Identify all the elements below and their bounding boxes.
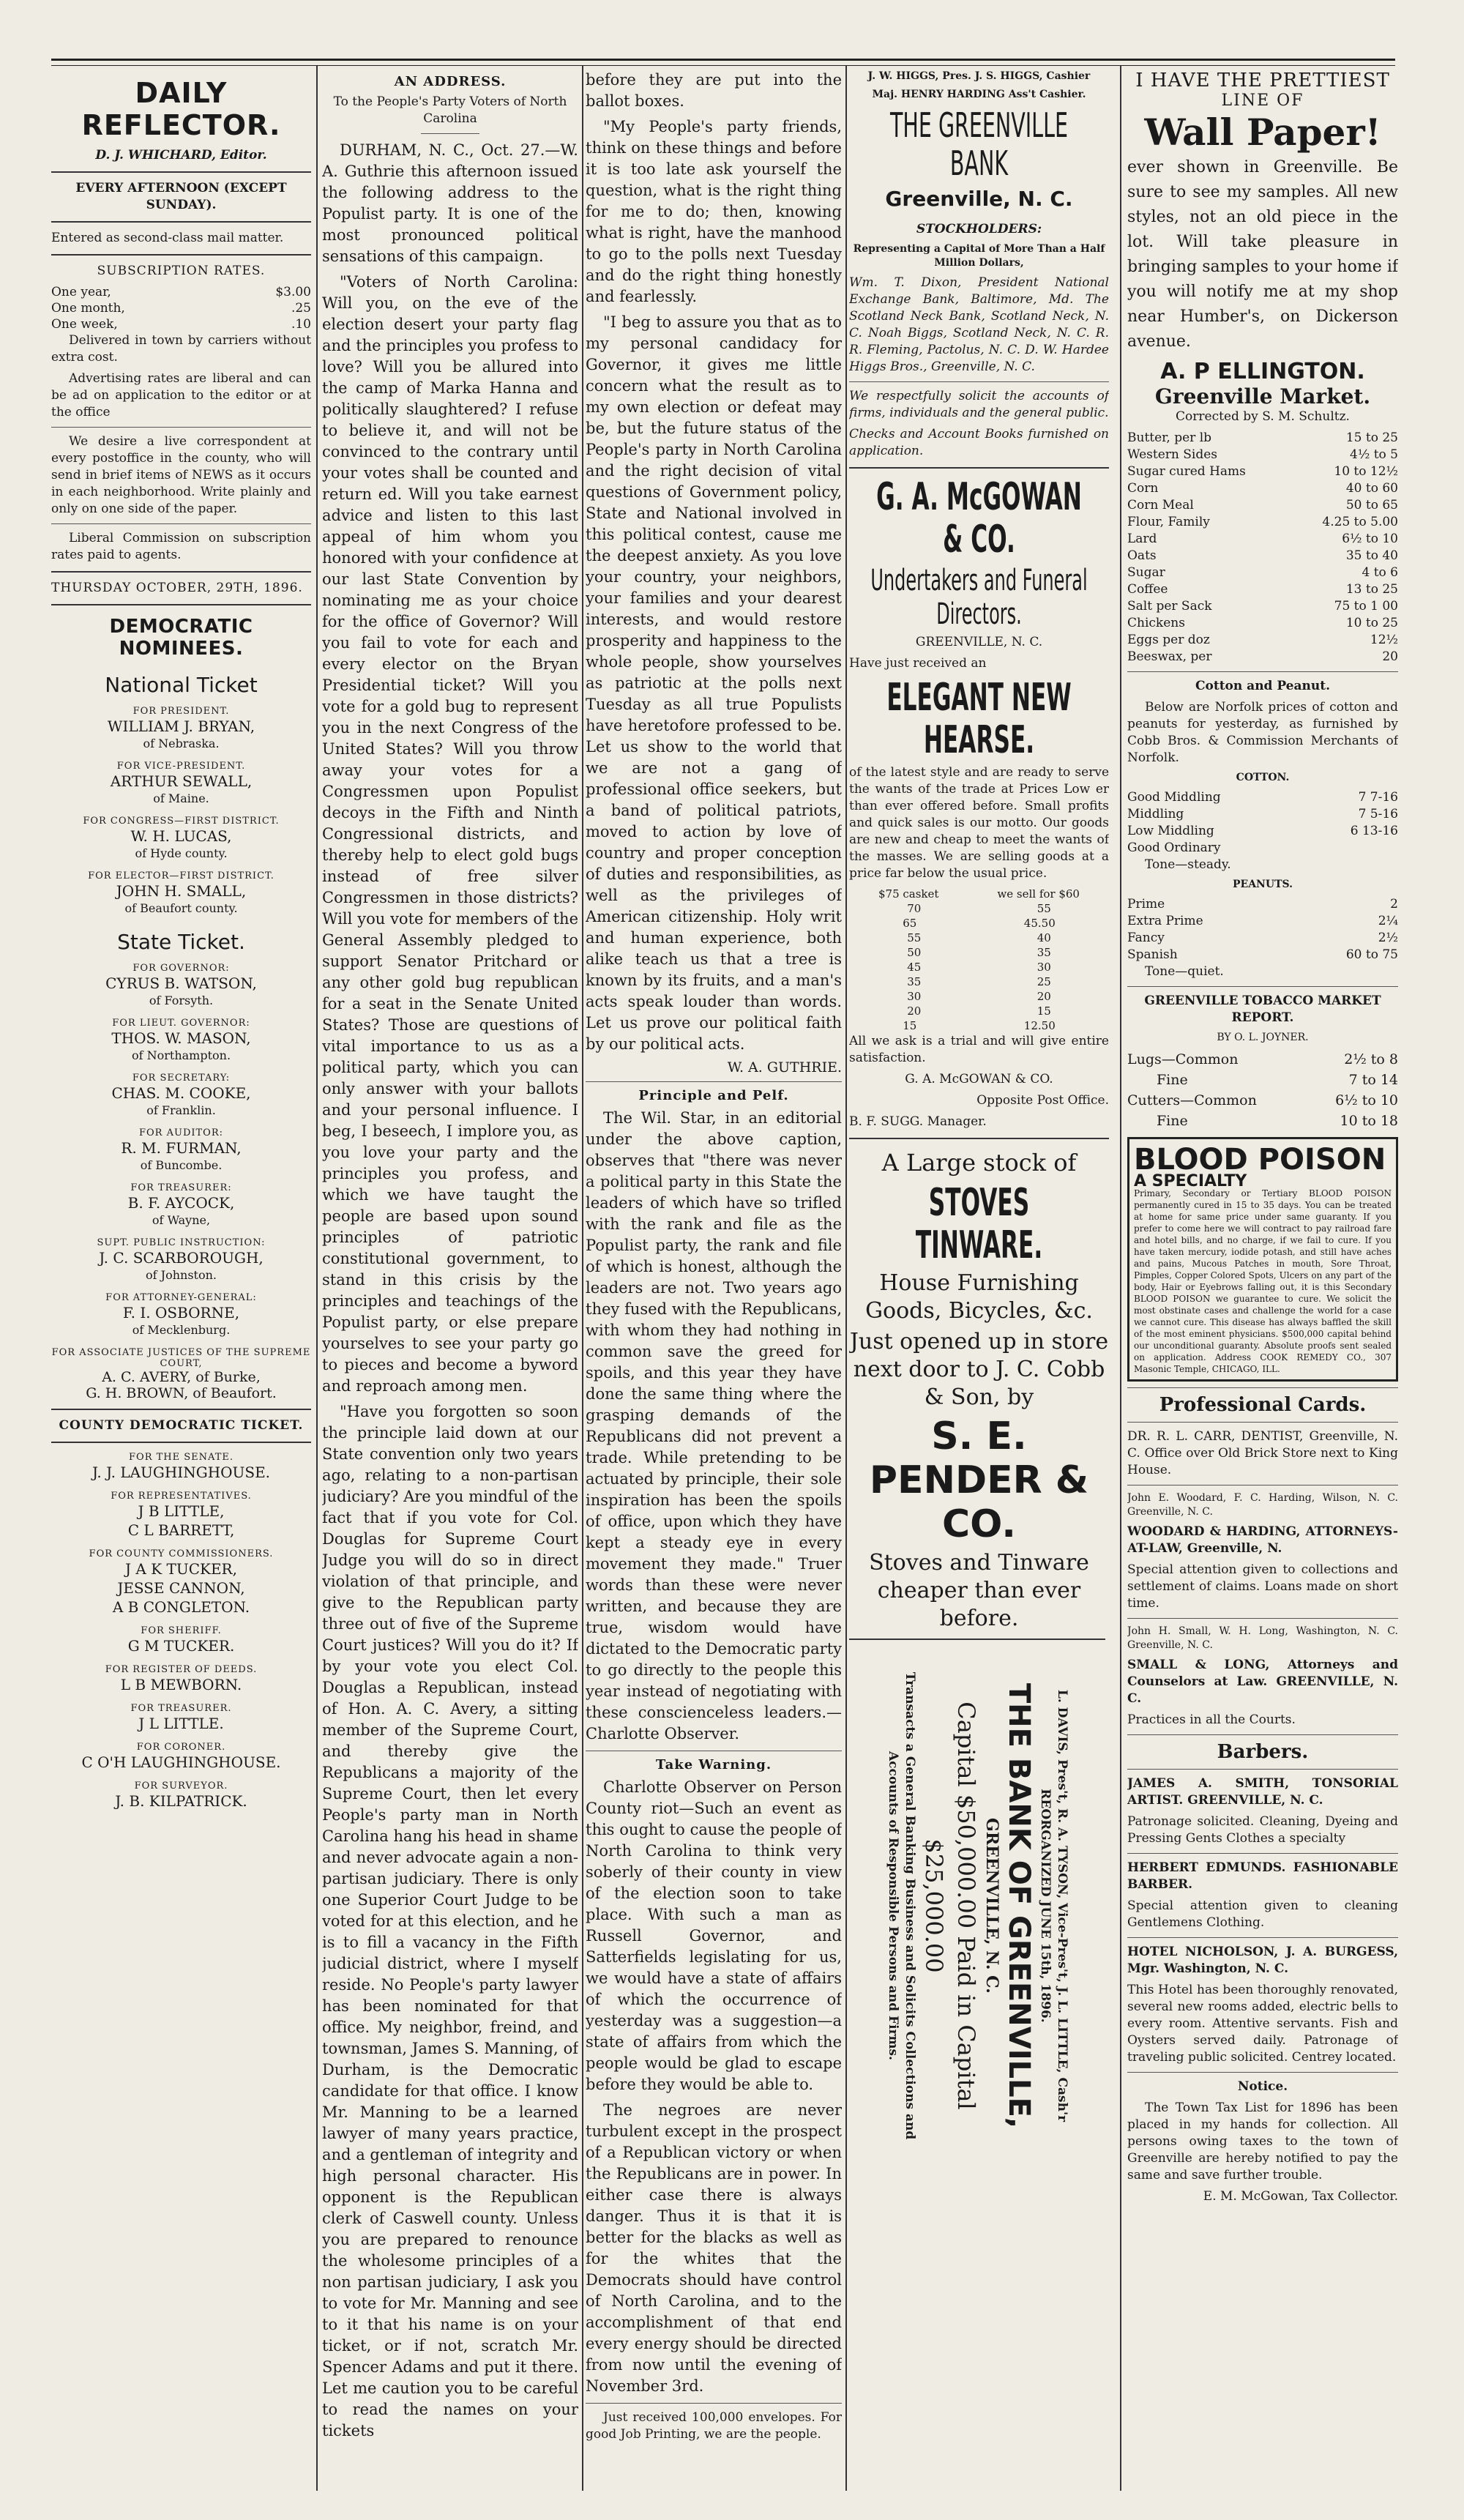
peanuts-label: PEANUTS. bbox=[1233, 879, 1293, 890]
opened-note: Just opened up in store next door to J. C. Cobb & Son, by bbox=[849, 1329, 1109, 1410]
county-nominee: FOR REGISTER OF DEEDS. L B MEWBORN. bbox=[105, 1664, 258, 1693]
tobacco-by: BY O. L. JOYNER. bbox=[1217, 1032, 1309, 1043]
justice-name: G. H. BROWN, of Beaufort. bbox=[86, 1385, 277, 1401]
subscription-title: SUBSCRIPTION RATES. bbox=[97, 264, 266, 278]
nominee: SUPT. PUBLIC INSTRUCTION: J. C. SCARBOROUGH, of Johnston. bbox=[97, 1237, 266, 1282]
stock-heading: A Large stock of bbox=[881, 1149, 1077, 1177]
manager: B. F. SUGG. Manager. bbox=[849, 1114, 987, 1129]
county-nominee: FOR COUNTY COMMISSIONERS. J A K TUCKER, JESSE CANNON, A B CONGLETON. bbox=[89, 1548, 274, 1616]
market-row: Salt per Sack 75 to 1 00 bbox=[1127, 599, 1398, 614]
peanut-row: Fancy 2½ bbox=[1127, 931, 1398, 945]
hearse-title: ELEGANT NEW HEARSE. bbox=[886, 676, 1072, 762]
article-paragraph: before they are put into the ballot boxes. bbox=[586, 71, 842, 110]
notice-signature: E. M. McGowan, Tax Collector. bbox=[1203, 2189, 1398, 2204]
nominee: FOR LIEUT. GOVERNOR: THOS. W. MASON, of Northampton. bbox=[111, 1018, 251, 1062]
market-row: Eggs per doz 12½ bbox=[1127, 633, 1398, 647]
article-paragraph: The negroes are never turbulent except in the prospect of a Republican victory or when the Republicans are in power. In either case there is always danger. Thus it is that it is better for the blacks as well as for the whites that the Democrats should have control of North Carolina, and to the accomplishment of that end every energy should be directed from now until the evening of November 3rd. bbox=[586, 2101, 842, 2395]
bank-checks: Checks and Account Books furnished on application. bbox=[849, 427, 1109, 458]
small-firm: SMALL & LONG, Attorneys and Counselors at Law. GREENVILLE, N. C. bbox=[1127, 1658, 1398, 1706]
casket-price-row: 50 35 bbox=[907, 946, 1051, 959]
stoves-title: STOVES TINWARE. bbox=[915, 1181, 1043, 1267]
bank-officers: Maj. HENRY HARDING Ass't Cashier. bbox=[872, 89, 1086, 100]
nominee: FOR ELECTOR—FIRST DISTRICT. JOHN H. SMALL, of Beaufort county. bbox=[88, 871, 274, 915]
article-paragraph: "Have you forgotten so soon the principle laid down at our State convention only two years ago, relating to a non-partisan judiciary? Are you mindful of the fact that if you vote for Col. Douglas for Supreme Court Judge you will do so in direct violation of that principle, and give to the Republican party three out of five of the Supreme Court justices? Will you do it? If by your vote you elect Col. Douglas a Republican, instead of Hon. A. C. Avery, a sitting member of the Supreme Court, and thereby give the Republicans a majority of the Supreme Court, then let every People's party man in North Carolina hang his head in shame and never advocate again a non-partisan judiciary. There is only one Superior Court Judge to be voted for at this election, and he is to fill a vacancy in the Fifth judicial district, where I myself reside. No People's party lawyer has been nominated for that office. My neighbor, freind, and townsman, James S. Manning, of Durham, is the Democratic candidate for that office. I know Mr. Manning to be a learned lawyer of many years practice, and a gentleman of integrity and high personal character. His opponent is the Republican clerk of Caswell county. Unless you are prepared to renounce the wholesome principles of a non partisan judiciary, I ask you to vote for Mr. Manning and see to it that his name is on your ticket, or if not, scratch Mr. Spencer Adams and put it there. Let me caution you to be careful to read the names on your tickets bbox=[322, 1403, 578, 2439]
bog-business: Transacts a General Banking Business and Solicits Collections and Accounts of Responsible Persons and Firms. bbox=[886, 1671, 917, 2139]
market-row: Western Sides 4½ to 5 bbox=[1127, 447, 1398, 462]
editor: D. J. WHICHARD, Editor. bbox=[95, 148, 267, 163]
column-rule bbox=[845, 66, 847, 2491]
wallpaper-text: ever shown in Greenville. Be sure to see my samples. All new styles, not an old piece in the lot. Will take pleasure in bringing samples to your home if you will notify me at my shop near Humber's, on Dickerson avenue. bbox=[1127, 158, 1398, 351]
article-paragraph: Charlotte Observer on Person County riot—Such an event as this ought to cause the people of North Carolina to think very soberly of their county in view of the election soon to take place. With such a man as Russell Governor, and Satterfields legislating for us, we would have a state of affairs of which the occurrence of yesterday was a suggestion—a state of affairs from which the people would be glad to escape before they would be able to. bbox=[586, 1778, 842, 2093]
commission-note: Liberal Commission on subscription rates paid to agents. bbox=[51, 531, 311, 562]
mcgowan-place: GREENVILLE, N. C. bbox=[915, 635, 1043, 649]
article-paragraph: DURHAM, N. C., Oct. 27.—W. A. Guthrie this afternoon issued the following address to the Populist party. It is one of the most pronounced political sensations of this campaign. bbox=[322, 141, 578, 265]
rate-row: One month, .25 bbox=[51, 301, 311, 316]
cotton-row: Good Ordinary bbox=[1127, 840, 1221, 855]
carr-card: DR. R. L. CARR, DENTIST, Greenville, N. C. Office over Old Brick Store next to King House. bbox=[1127, 1429, 1398, 1477]
market-row: Butter, per lb 15 to 25 bbox=[1127, 430, 1398, 445]
undertakers-title: Undertakers and Funeral Directors. bbox=[870, 564, 1088, 631]
line-of: LINE OF bbox=[1221, 92, 1304, 110]
blood-poison-subtitle: A SPECIALTY bbox=[1134, 1172, 1247, 1190]
article-title: Take Warning. bbox=[655, 1757, 772, 1772]
column-articles bbox=[586, 70, 842, 2491]
edmunds-text: Special attention given to cleaning Gentlemens Clothing. bbox=[1127, 1898, 1398, 1930]
article-title: AN ADDRESS. bbox=[394, 74, 507, 89]
article-subtitle: To the People's Party Voters of North Carolina bbox=[333, 94, 567, 126]
column-rule bbox=[582, 66, 583, 2491]
nominee: FOR SECRETARY: CHAS. M. COOKE, of Franklin. bbox=[111, 1073, 251, 1117]
article-paragraph: "I beg to assure you that as to my personal candidacy for Governor, it gives me little concern what the result as to my own election or defeat may be, but the future status of the People's party in North Carolina and the right decision of vital questions of Government policy, State and National involved in this political contest, cause me the deepest anxiety. As you love your country, your neighbors, your families and your dearest interests, and would restore prosperity and happiness to the whole people, show yourselves as patriotic at the polls next Tuesday as all true Populists have heretofore professed to be. Let us show to the world that we are not a gang of professional office seekers, but a band of political patriots, moved to action by love of country and proper conception of duties and responsibilities, as well as the privileges of American citizenship. Holy writ and human experience, both alike teach us that a tree is known by its fruits, and a man's acts speak louder than words. Let us prove our political faith by our political acts. bbox=[586, 313, 842, 1053]
publication-schedule: EVERY AFTERNOON (EXCEPT SUNDAY). bbox=[75, 181, 287, 212]
market-heading: Greenville Market. bbox=[1154, 384, 1371, 409]
advertising-note: Advertising rates are liberal and can be ad on application to the editor or at the office bbox=[51, 371, 311, 420]
cotton-row: Good Middling 7 7-16 bbox=[1127, 790, 1398, 805]
article-title: Principle and Pelf. bbox=[638, 1088, 789, 1103]
cotton-heading: Cotton and Peanut. bbox=[1195, 679, 1331, 693]
casket-price-row: 35 25 bbox=[907, 975, 1051, 988]
hotel-card: HOTEL NICHOLSON, J. A. BURGESS, Mgr. Washington, N. C. bbox=[1127, 1945, 1398, 1976]
county-nominee: FOR TREASURER. J L LITTLE. bbox=[130, 1703, 232, 1732]
blood-poison-ad bbox=[1127, 1137, 1398, 1382]
market-row: Oats 35 to 40 bbox=[1127, 548, 1398, 563]
market-corrected: Corrected by S. M. Schultz. bbox=[1176, 409, 1350, 424]
stockholders-heading: STOCKHOLDERS: bbox=[916, 222, 1042, 236]
wallpaper-title: Wall Paper! bbox=[1144, 111, 1381, 154]
bank-name: THE GREENVILLE BANK bbox=[890, 105, 1068, 183]
market-row: Flour, Family 4.25 to 5.00 bbox=[1127, 515, 1398, 529]
entered-note: Entered as second-class mail matter. bbox=[51, 231, 284, 245]
bog-place: GREENVILLE, N. C. bbox=[982, 1817, 1001, 1994]
top-rule bbox=[51, 59, 1395, 66]
wallpaper-heading: I HAVE THE PRETTIEST bbox=[1135, 70, 1390, 92]
nominee: FOR ATTORNEY-GENERAL: F. I. OSBORNE, of Mecklenburg. bbox=[105, 1292, 257, 1337]
county-nominee: FOR CORONER. C O'H LAUGHINGHOUSE. bbox=[81, 1742, 281, 1771]
rate-row: One week, .10 bbox=[51, 317, 311, 332]
edmunds-card: HERBERT EDMUNDS. FASHIONABLE BARBER. bbox=[1127, 1860, 1398, 1892]
ellington-signature: A. P ELLINGTON. bbox=[1160, 359, 1365, 384]
justices-office: FOR ASSOCIATE JUSTICES OF THE SUPREME COURT, bbox=[51, 1347, 311, 1369]
bog-officers: L. DAVIS, Pres't, R. A. TYSON, Vice-Pres't, J. L. LITTLE, Cash'r bbox=[1055, 1689, 1069, 2122]
casket-price-row: $75 casket we sell for $60 bbox=[878, 887, 1080, 901]
county-nominee: FOR THE SENATE. J. J. LAUGHINGHOUSE. bbox=[92, 1452, 271, 1481]
tobacco-row: Cutters—Common 6½ to 10 bbox=[1127, 1092, 1398, 1108]
envelopes-notice: Just received 100,000 envelopes. For good Job Printing, we are the people. bbox=[586, 2410, 842, 2442]
market-row: Beeswax, per 20 bbox=[1127, 649, 1398, 664]
county-ticket-heading: COUNTY DEMOCRATIC TICKET. bbox=[59, 1418, 304, 1433]
cotton-row: Middling 7 5-16 bbox=[1127, 807, 1398, 821]
cotton-note: Below are Norfolk prices of cotton and peanuts for yesterday, as furnished by Cobb Bros. & Commission Merchants of Norfolk. bbox=[1127, 700, 1398, 765]
correspondent-note: We desire a live correspondent at every postoffice in the county, who will send in brief items of NEWS as it occurs in each neighborhood. Write plainly and only on one side of the paper. bbox=[51, 434, 311, 516]
smith-text: Patronage solicited. Cleaning, Dyeing and Pressing Gents Clothes a specialty bbox=[1127, 1814, 1398, 1846]
tobacco-row: Lugs—Common 2½ to 8 bbox=[1127, 1051, 1398, 1067]
casket-price-row: 30 20 bbox=[907, 990, 1051, 1003]
mcgowan-name: G. A. McGOWAN & CO. bbox=[876, 475, 1082, 562]
casket-price-row: 70 55 bbox=[907, 902, 1051, 915]
column-rule bbox=[316, 66, 318, 2491]
received-note: Have just received an bbox=[849, 656, 987, 671]
column-advertisements bbox=[849, 70, 1109, 2491]
woodard-text: Special attention given to collections and settlement of claims. Loans made on short time. bbox=[1127, 1562, 1398, 1611]
nominee: FOR GOVERNOR: CYRUS B. WATSON, of Forsyth. bbox=[105, 963, 257, 1007]
market-row: Sugar 4 to 6 bbox=[1127, 565, 1398, 580]
nominee: FOR AUDITOR: R. M. FURMAN, of Buncombe. bbox=[121, 1127, 242, 1172]
bank-officers: J. W. HIGGS, Pres. J. S. HIGGS, Cashier bbox=[867, 70, 1091, 82]
national-ticket-heading: National Ticket bbox=[105, 673, 258, 697]
county-nominee: FOR SHERIFF. G M TUCKER. bbox=[127, 1625, 235, 1655]
cotton-label: COTTON. bbox=[1236, 772, 1290, 783]
notice-text: The Town Tax List for 1896 has been placed in my hands for collection. All persons owing taxes to the town of Greenville are hereby notified to pay the same and save further trouble. bbox=[1127, 2100, 1398, 2182]
delivery-note: Delivered in town by carriers without extra cost. bbox=[51, 333, 311, 365]
market-row: Chickens 10 to 25 bbox=[1127, 616, 1398, 630]
column-masthead bbox=[51, 70, 311, 2491]
pender-name: S. E. PENDER & CO. bbox=[869, 1414, 1089, 1546]
trial-note: All we ask is a trial and will give entire satisfaction. bbox=[849, 1034, 1109, 1065]
county-nominee: FOR REPRESENTATIVES. J B LITTLE, C L BARRETT, bbox=[111, 1491, 252, 1539]
bank-solicit: We respectfully solicit the accounts of firms, individuals and the general public. bbox=[849, 389, 1109, 420]
nominee: FOR TREASURER: B. F. AYCOCK, of Wayne, bbox=[127, 1182, 235, 1227]
bog-capital: Capital $50,000.00 Paid in Capital $25,000.00 bbox=[920, 1701, 980, 2110]
bank-capital: Representing a Capital of More Than a Half Million Dollars, bbox=[853, 243, 1105, 269]
column-rule bbox=[1120, 66, 1121, 2491]
woodard-names: John E. Woodard, F. C. Harding, Wilson, N. C. Greenville, N. C. bbox=[1127, 1492, 1398, 1518]
market-row: Corn 40 to 60 bbox=[1127, 481, 1398, 496]
tobacco-row: Fine 10 to 18 bbox=[1157, 1113, 1398, 1129]
nominee: FOR PRESIDENT. WILLIAM J. BRYAN, of Nebraska. bbox=[107, 706, 255, 750]
article-paragraph: The Wil. Star, in an editorial under the above caption, observes that "there was never a political party in this State the leaders of which have so trifled with the rank and file as the Populist party, the rank and file of which is honest, although the leaders are not. Two years ago they fused with the Republicans, with whom they had nothing in common save the greed for spoils, and this year they have done the same thing where the grasping demands of the Republicans did not prevent a trade. While pretending to be actuated by principle, their sole inspiration has been the spoils of office, upon which they have kept a steady eye in every movement they made." Truer words than these were never written, and because they are true, wisdom would have dictated to the Democratic party to go directly to the people this year instead of negotiating with these conscienceless leaders.—Charlotte Observer. bbox=[586, 1109, 842, 1742]
tobacco-heading: GREENVILLE TOBACCO MARKET REPORT. bbox=[1144, 994, 1381, 1025]
small-names: John H. Small, W. H. Long, Washington, N. C. Greenville, N. C. bbox=[1127, 1625, 1398, 1651]
smith-card: JAMES A. SMITH, TONSORIAL ARTIST. GREENVILLE, N. C. bbox=[1127, 1776, 1398, 1808]
democratic-nominees-heading: DEMOCRATIC NOMINEES. bbox=[109, 616, 253, 660]
casket-price-row: 20 15 bbox=[907, 1004, 1051, 1018]
tobacco-row: Fine 7 to 14 bbox=[1157, 1072, 1398, 1088]
masthead: DAILY REFLECTOR. bbox=[81, 77, 281, 141]
hearse-text: of the latest style and are ready to serve the wants of the trade at Prices Low er than ever offered before. Small profits and quick sales is our motto. Our goods are new and cheap to meet the wants of the masses. We are selling goods at a price far below the usual price. bbox=[849, 765, 1109, 881]
blood-poison-title: BLOOD POISON bbox=[1134, 1143, 1386, 1177]
county-nominee: FOR SURVEYOR. J. B. KILPATRICK. bbox=[115, 1781, 247, 1810]
cotton-row: Low Middling 6 13-16 bbox=[1127, 824, 1398, 838]
bank-place: Greenville, N. C. bbox=[885, 187, 1073, 211]
column-address bbox=[322, 70, 578, 2491]
nominee: FOR VICE-PRESIDENT. ARTHUR SEWALL, of Maine. bbox=[110, 761, 253, 805]
bank-of-greenville-ad bbox=[849, 1639, 1105, 2171]
blood-poison-text: Primary, Secondary or Tertiary BLOOD POISON permanently cured in 15 to 35 days. You can be treated at home for same price under same guaranty. If you prefer to come here we will contract to pay railroad fare and hotel bills, and no charge, if we fail to cure. If you have taken mercury, iodide potash, and still have aches and pains, Mucous Patches in mouth, Sore Throat, Pimples, Copper Colored Spots, Ulcers on any part of the body, Hair or Eyebrows falling out, it is this Secondary BLOOD POISON we guarantee to cure. We solicit the most obstinate cases and challenge the world for a case we cannot cure. This disease has always baffled the skill of the most eminent physicians. $500,000 capital behind our unconditional guaranty. Absolute proofs sent sealed on application. Address COOK REMEDY CO., 307 Masonic Temple, CHICAGO, ILL. bbox=[1134, 1188, 1392, 1374]
market-row: Sugar cured Hams 10 to 12½ bbox=[1127, 464, 1398, 479]
casket-price-row: 45 30 bbox=[907, 961, 1051, 974]
article-paragraph: "My People's party friends, think on these things and before it is too late ask yourself the question, what is the right thing for me to do; then, knowing what is right, have the manhood to go to the polls next Tuesday and do the right thing honestly and fearlessly. bbox=[586, 118, 842, 305]
market-row: Coffee 13 to 25 bbox=[1127, 582, 1398, 597]
hotel-text: This Hotel has been thoroughly renovated, several new rooms added, electric bells to every room. Attentive servants. Fish and Oysters served daily. Patronage of traveling public solicited. Centrey located. bbox=[1127, 1983, 1398, 2065]
article-signature: W. A. GUTHRIE. bbox=[727, 1059, 842, 1076]
peanuts-tone: Tone—quiet. bbox=[1145, 964, 1224, 979]
casket-price-row: 55 40 bbox=[907, 931, 1051, 944]
column-market bbox=[1127, 70, 1398, 2491]
house-furnishing: House Furnishing Goods, Bicycles, &c. bbox=[865, 1270, 1093, 1324]
issue-date: THURSDAY OCTOBER, 29TH, 1896. bbox=[51, 581, 303, 595]
small-text: Practices in all the Courts. bbox=[1127, 1712, 1296, 1727]
bog-name: THE BANK OF GREENVILLE, bbox=[1002, 1682, 1036, 2128]
stoves-cheaper: Stoves and Tinware cheaper than ever before. bbox=[869, 1550, 1089, 1631]
casket-price-row: 15 12.50 bbox=[903, 1019, 1056, 1032]
article-paragraph: "Voters of North Carolina: Will you, on the eve of the election desert your party flag and the principles you profess to love? Will you be allured into the camp of Marka Hanna and politically slaughtered? I refuse to believe it, and will not be convinced to the contrary until your votes shall be counted and return ed. Will you take earnest advice and listen to this last appeal of him whom you honored with your confidence at our last State Convention by nominating me as your choice for the office of Governor? Will you fail to vote for each and every elector on the Bryan Presidential ticket? Will you vote for a gold bug to represent you in the next Congress of the United States? Will you throw away your votes for a Congressmen upon Populist decoys in the Fifth and Ninth Congressional districts, and thereby help to elect gold bugs instead of free silver Congressmen in those districts? Will you vote for members of the General Assembly pledged to support Senator Pritchard or any other gold bug republican for a seat in the Senate United States? Those are questions of vital importance to us as a political party, which you can only answer with your ballots and your personal influence. I beg, I beseech, I implore you, as you love your party and the principles you profess, and which we have taught the people are based upon sound principles of patriotic constitutional government, to stand in this crisis by the principles and teachings of the Populist party, or else prepare yourselves to see your party go to pieces and become a byword and reproach among men. bbox=[322, 273, 578, 1395]
casket-price-row: 65 45.50 bbox=[903, 917, 1056, 930]
peanut-row: Prime 2 bbox=[1127, 897, 1398, 912]
notice-heading: Notice. bbox=[1237, 2079, 1288, 2094]
bog-reorganized: REORGANIZED JUNE 15th, 1896. bbox=[1038, 1788, 1053, 2023]
mcgowan-signature: G. A. McGOWAN & CO. bbox=[905, 1072, 1053, 1086]
justice-name: A. C. AVERY, of Burke, bbox=[102, 1369, 261, 1385]
peanut-row: Extra Prime 2¼ bbox=[1127, 914, 1398, 928]
professional-cards-heading: Professional Cards. bbox=[1159, 1394, 1367, 1416]
rate-row: One year, $3.00 bbox=[51, 285, 311, 299]
market-row: Corn Meal 50 to 65 bbox=[1127, 498, 1398, 512]
woodard-firm: WOODARD & HARDING, ATTORNEYS-AT-LAW, Greenville, N. bbox=[1127, 1524, 1398, 1556]
peanut-row: Spanish 60 to 75 bbox=[1127, 947, 1398, 962]
mcgowan-location: Opposite Post Office. bbox=[976, 1093, 1109, 1108]
market-row: Lard 6½ to 10 bbox=[1127, 532, 1398, 546]
state-ticket-heading: State Ticket. bbox=[117, 930, 245, 954]
nominee: FOR CONGRESS—FIRST DISTRICT. W. H. LUCAS, of Hyde county. bbox=[83, 816, 280, 860]
cotton-tone: Tone—steady. bbox=[1145, 857, 1231, 872]
barbers-heading: Barbers. bbox=[1217, 1741, 1309, 1763]
stockholders-list: Wm. T. Dixon, President National Exchange Bank, Baltimore, Md. The Scotland Neck Bank, Scotland Neck, N. C. Noah Biggs, Scotland Neck, N. C. R. R. Fleming, Pactolus, N. C. D. W. Hardee Higgs Bros., Greenville, N. C. bbox=[849, 275, 1109, 374]
